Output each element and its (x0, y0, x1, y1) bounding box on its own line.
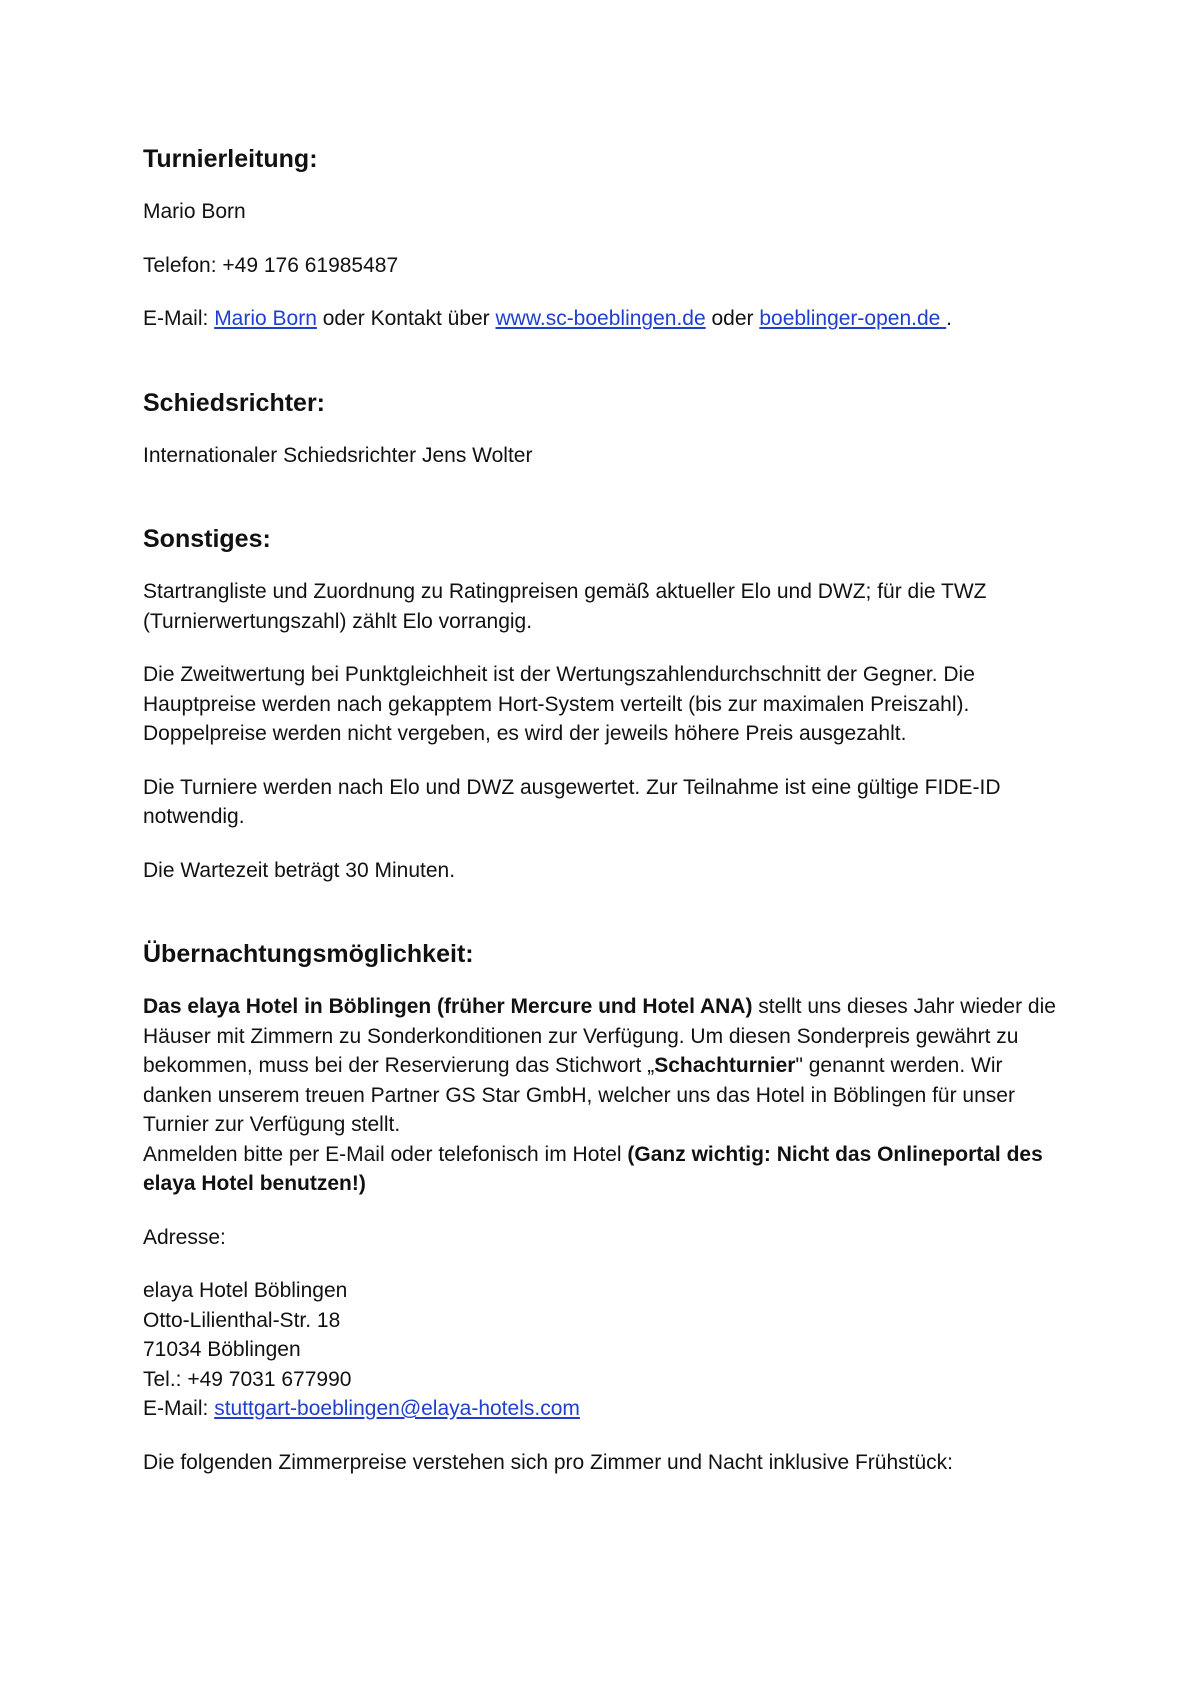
address-label: Adresse: (143, 1225, 226, 1249)
document-page (143, 140, 1063, 1477)
heading-uebernachtung: Übernachtungsmöglichkeit: (143, 940, 474, 968)
waiting-time-paragraph: Die Wartezeit beträgt 30 Minuten. (143, 858, 456, 882)
hotel-intro-paragraph (143, 992, 1063, 1199)
organizer-contact (143, 304, 1063, 334)
address-line-street: Otto-Lilienthal-Str. 18 (143, 1308, 341, 1332)
address-line-phone: Tel.: +49 7031 677990 (143, 1367, 352, 1391)
heading-turnierleitung: Turnierleitung: (143, 145, 318, 173)
keyword-bold: Schachturnier (654, 1054, 796, 1077)
club-website-link[interactable]: www.sc-boeblingen.de (495, 307, 706, 330)
organizer-phone: Telefon: +49 176 61985487 (143, 253, 399, 277)
arbiter-text: Internationaler Schiedsrichter Jens Wolter (143, 443, 533, 467)
hotel-intro-bold: Das elaya Hotel in Böblingen (früher Mercure und Hotel ANA) (143, 995, 753, 1018)
hotel-intro-text: stellt uns dieses Jahr wieder die Häuser mit Zimmern zu Sonderkonditionen zur Verfügung. Um diesen Sonderpreis gewährt zu bekommen, muss bei der Reservierung das Stichwort „ (143, 995, 1056, 1077)
address-line-name: elaya Hotel Böblingen (143, 1279, 348, 1302)
hotel-address (143, 1276, 1063, 1424)
register-text: Anmelden bitte per E-Mail oder telefonisch im Hotel (143, 1142, 628, 1166)
ranking-paragraph: Startrangliste und Zuordnung zu Ratingpreisen gemäß aktueller Elo und DWZ; für die TWZ (Turnierwertungszahl) zählt Elo vorrangig. (143, 580, 987, 633)
heading-sonstiges: Sonstiges: (143, 525, 271, 553)
hotel-email-link[interactable]: stuttgart-boeblingen@elaya-hotels.com (214, 1397, 580, 1420)
contact-end-text: . (946, 307, 953, 330)
organizer-name: Mario Born (143, 200, 246, 223)
contact-or-text: oder (705, 307, 760, 330)
register-warning-bold: (Ganz wichtig: Nicht das Onlineportal des elaya Hotel benutzen!) (143, 1142, 1043, 1195)
contact-email-prefix: E-Mail: (143, 307, 215, 330)
rating-paragraph: Die Turniere werden nach Elo und DWZ ausgewertet. Zur Teilnahme ist eine gültige FIDE-ID notwendig. (143, 775, 1001, 828)
address-email-prefix: E-Mail: (143, 1397, 215, 1420)
address-line-city: 71034 Böblingen (143, 1338, 301, 1361)
hotel-intro-text-end: " genannt werden. Wir danken unserem treuen Partner GS Star GmbH, welcher uns das Hotel in Böblingen für unser Turnier zur Verfügung stellt. (143, 1054, 1015, 1136)
heading-schiedsrichter: Schiedsrichter: (143, 388, 326, 417)
room-prices-intro: Die folgenden Zimmerpreise verstehen sich pro Zimmer und Nacht inklusive Frühstück: (143, 1450, 953, 1474)
tiebreak-paragraph: Die Zweitwertung bei Punktgleichheit ist der Wertungszahlendurchschnitt der Gegner. Die Hauptpreise werden nach gekapptem Hort-System verteilt (bis zur maximalen Preiszahl). Doppelpreise werden nicht vergeben, es wird der jeweils höhere Preis ausgezahlt. (143, 663, 975, 745)
open-website-link[interactable]: boeblinger-open.de (759, 307, 947, 330)
contact-mid-text: oder Kontakt über (316, 307, 496, 330)
organizer-email-link[interactable]: Mario Born (214, 307, 317, 330)
